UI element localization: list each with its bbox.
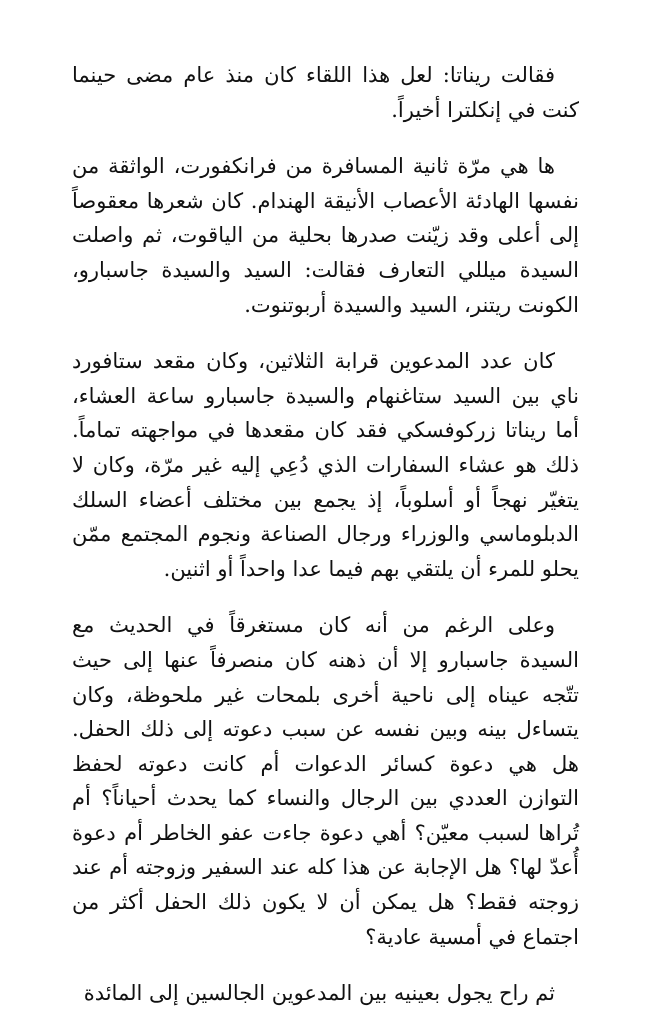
paragraph-2: ها هي مرّة ثانية المسافرة من فرانكفورت، الواثقة من نفسها الهادئة الأعصاب الأنيقة الهندام. كان شعرها معقوصاً إلى أعلى وقد زيّنت صدرها بحلية من الياقوت، ثم واصلت السيدة ميللي التعارف فقالت: السيد والسيدة جاسبارو، الكونت ريتنر، السيد والسيدة أربوتنوت. <box>72 154 579 317</box>
paragraph-5: ثم راح يجول بعينيه بين المدعوين الجالسين إلى المائدة <box>83 981 555 1006</box>
paragraph-3: كان عدد المدعوين قرابة الثلاثين، وكان مقعد ستافورد ناي بين السيد ستاغنهام والسيدة جاسبارو ساعة العشاء، أما ريناتا زركوفسكي فقد كان مقعدها في مواجهته تماماً. ذلك هو عشاء السفارات الذي دُعِي إليه غير مرّة، وكان لا يتغيّر نهجاً أو أسلوباً، إذ يجمع بين مختلف أعضاء السلك الدبلوماسي والوزراء ورجال الصناعة ونجوم المجتمع ممّن يحلو للمرء أن يلتقي بهم فيما عدا واحداً أو اثنين. <box>72 349 579 581</box>
paragraph-1: فقالت ريناتا: لعل هذا اللقاء كان منذ عام مضى حينما كنت في إنكلترا أخيراً. <box>72 63 579 122</box>
book-page-text <box>72 58 579 1033</box>
paragraph-4: وعلى الرغم من أنه كان مستغرقاً في الحديث مع السيدة جاسبارو إلا أن ذهنه كان منصرفاً عنها إلى حيث تتّجه عيناه إلى ناحية أخرى بلمحات غير ملحوظة، وكان يتساءل بينه وبين نفسه عن سبب دعوته إلى ذلك الحفل. هل هي دعوة كسائر الدعوات أم كانت دعوته لحفظ التوازن العددي بين الرجال والنساء كما يحدث أحياناً؟ أم تُراها لسبب معيّن؟ أهي دعوة جاءت عفو الخاطر أم دعوة أُعدّ لها؟ هل الإجابة عن هذا كله عند السفير وزوجته أم عند زوجته فقط؟ هل يمكن أن لا يكون ذلك الحفل أكثر من اجتماع في أمسية عادية؟ <box>72 613 579 949</box>
